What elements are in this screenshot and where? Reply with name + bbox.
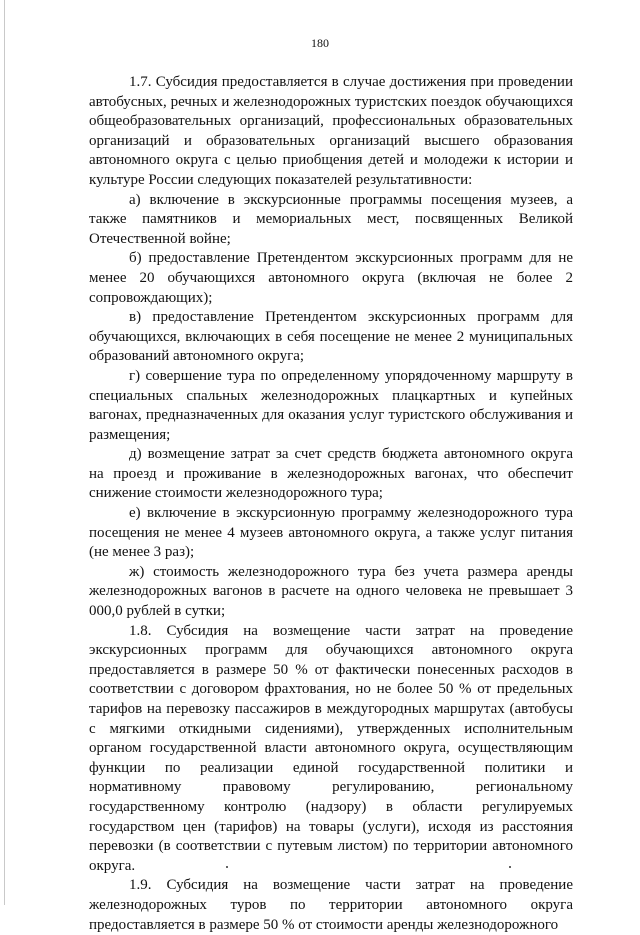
document-body — [89, 73, 573, 935]
paragraph-item-v: в) предоставление Претендентом экскурсионных программ для обучающихся, включающих в себя посещение не менее 2 муниципальных образований автономного округа; — [89, 309, 573, 365]
paragraph-1-9: 1.9. Субсидия на возмещение части затрат на проведение железнодорожных туров по территории автономного округа предоставляется в размере 50 % от стоимости аренды железнодорожного — [89, 877, 573, 933]
paragraph-item-e: е) включение в экскурсионную программу железнодорожного тура посещения не менее 4 музеев автономного округа, а также услуг питания (не менее 3 раз); — [89, 505, 573, 561]
scan-edge-line — [4, 0, 5, 905]
scan-speck — [226, 866, 228, 868]
paragraph-item-zh: ж) стоимость железнодорожного тура без учета размера аренды железнодорожных вагонов в расчете на одного человека не превышает 3 000,0 рублей в сутки; — [89, 563, 573, 620]
paragraph-item-a: а) включение в экскурсионные программы посещения музеев, а также памятников и мемориальных мест, посвященных Великой Отечественной войне; — [89, 191, 573, 247]
scan-speck — [509, 866, 511, 868]
paragraph-1-8: 1.8. Субсидия на возмещение части затрат на проведение экскурсионных программ для обучающихся автономного округа предоставляется в размере 50 % от фактически понесенных расходов в соответствии с договором фрахтования, но не более 50 % от предельных тарифов на перевозку пассажиров в междугородных маршрутах (автобусы с мягкими откидными сидениями), утвержденных исполнительным органом государственной власти автономного округа, осуществляющим функции по реализации единой государственной политики и нормативному правовому регулированию, региональному государственному контролю (надзору) в области регулируемых государством цен (тарифов) на товары (услуги), исходя из расстояния перевозки (в соответствии с путевым листом) по территории автономного округа. — [89, 622, 573, 874]
paragraph-1-7: 1.7. Субсидия предоставляется в случае достижения при проведении автобусных, речных и железнодорожных туристских поездок обучающихся общеобразовательных организаций, профессиональных образовательных организаций и образовательных организаций высшего образования автономного округа с целью приобщения детей и молодежи к истории и культуре России следующих показателей результативности: — [89, 74, 573, 188]
paragraph-item-d: д) возмещение затрат за счет средств бюджета автономного округа на проезд и проживание в железнодорожных вагонах, что обеспечит снижение стоимости железнодорожного тура; — [89, 446, 573, 502]
paragraph-item-b: б) предоставление Претендентом экскурсионных программ для не менее 20 обучающихся автономного округа (включая не более 2 сопровождающих); — [89, 250, 573, 306]
paragraph-item-g: г) совершение тура по определенному упорядоченному маршруту в специальных спальных железнодорожных плацкартных и купейных вагонах, предназначенных для оказания услуг туристского обслуживания и размещения; — [89, 367, 573, 443]
page-number: 180 — [311, 36, 329, 50]
